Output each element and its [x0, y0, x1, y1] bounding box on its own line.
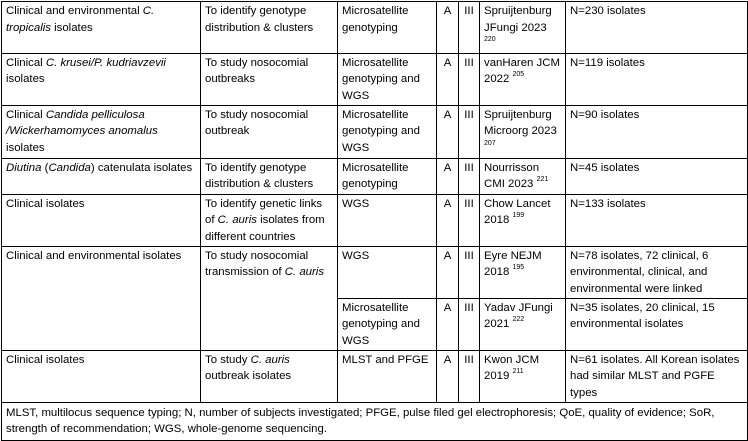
population-cell: Clinical and environmental isolates: [2, 246, 201, 350]
n-cell: N=90 isolates: [566, 105, 748, 158]
qoe-cell: III: [459, 158, 480, 194]
sor-cell: A: [437, 53, 459, 105]
qoe-cell: III: [459, 2, 480, 54]
table-row: [2, 53, 748, 105]
table-row: [2, 246, 748, 298]
table-footnote: MLST, multilocus sequence typing; N, number of subjects investigated; PFGE, pulse filed gel electrophoresis; QoE, quality of evidence; SoR, strength of recommendation; WGS, whole-genome sequencing.: [2, 402, 748, 440]
aim-cell: To study nosocomial transmission of C. auris: [201, 246, 338, 350]
footnote-row: [2, 402, 748, 440]
reference-cell: Eyre NEJM 2018 $^{195}$: [480, 246, 566, 298]
citation-number: 221: [536, 176, 549, 184]
table-row: [2, 2, 748, 54]
citation-number: 222: [512, 316, 525, 324]
n-cell: N=45 isolates: [566, 158, 748, 194]
n-cell: N=119 isolates: [566, 53, 748, 105]
n-cell: N=61 isolates. All Korean isolates had similar MLST and PGFE types: [566, 350, 748, 402]
sor-cell: A: [437, 246, 459, 298]
aim-cell: To identify genotype distribution & clusters: [201, 158, 338, 194]
sor-cell: A: [437, 158, 459, 194]
aim-cell: To study C. auris outbreak isolates: [201, 350, 338, 402]
population-cell: Clinical isolates: [2, 194, 201, 246]
citation-number: 207: [484, 139, 496, 147]
method-cell: Microsatellite genotyping and WGS: [338, 298, 437, 350]
aim-cell: To identify genotype distribution & clusters: [201, 2, 338, 54]
sor-cell: A: [437, 105, 459, 158]
population-cell: Clinical C. krusei/P. kudriavzevii isolates: [2, 53, 201, 105]
qoe-cell: III: [459, 105, 480, 158]
n-cell: N=78 isolates, 72 clinical, 6 environmental, clinical, and environmental were linked: [566, 246, 748, 298]
table-row: [2, 350, 748, 402]
table-row: [2, 105, 748, 158]
sor-cell: A: [437, 2, 459, 54]
method-cell: Microsatellite genotyping and WGS: [338, 105, 437, 158]
citation-number: 220: [484, 36, 496, 44]
citation-number: 199: [512, 212, 525, 220]
table-row: [2, 194, 748, 246]
reference-cell: Kwon JCM 2019 $^{211}$: [480, 350, 566, 402]
population-cell: Clinical and environmental C. tropicalis isolates: [2, 2, 201, 54]
n-cell: N=35 isolates, 20 clinical, 15 environmental isolates: [566, 298, 748, 350]
sor-cell: A: [437, 298, 459, 350]
method-cell: Microsatellite genotyping: [338, 158, 437, 194]
reference-cell: Chow Lancet 2018 $^{199}$: [480, 194, 566, 246]
qoe-cell: III: [459, 246, 480, 298]
qoe-cell: III: [459, 298, 480, 350]
aim-cell: To identify genetic links of C. auris isolates from different countries: [201, 194, 338, 246]
aim-cell: To study nosocomial outbreak: [201, 105, 338, 158]
method-cell: Microsatellite genotyping: [338, 2, 437, 54]
qoe-cell: III: [459, 194, 480, 246]
citation-number: 205: [512, 71, 525, 79]
sor-cell: A: [437, 350, 459, 402]
reference-cell: Nourrisson CMI 2023 $^{221}$: [480, 158, 566, 194]
method-cell: WGS: [338, 194, 437, 246]
evidence-table: [1, 1, 748, 441]
method-cell: Microsatellite genotyping and WGS: [338, 53, 437, 105]
population-cell: Clinical Candida pelliculosa /Wickerhamomyces anomalus isolates: [2, 105, 201, 158]
table-row: [2, 158, 748, 194]
n-cell: N=230 isolates: [566, 2, 748, 54]
qoe-cell: III: [459, 53, 480, 105]
n-cell: N=133 isolates: [566, 194, 748, 246]
reference-cell: Yadav JFungi 2021 $^{222}$: [480, 298, 566, 350]
reference-cell: Spruijtenburg Microorg 2023 $^{207}$: [480, 105, 566, 158]
sor-cell: A: [437, 194, 459, 246]
reference-cell: Spruijtenburg JFungi 2023 $^{220}$: [480, 2, 566, 54]
population-cell: Diutina (Candida) catenulata isolates: [2, 158, 201, 194]
qoe-cell: III: [459, 350, 480, 402]
method-cell: MLST and PFGE: [338, 350, 437, 402]
citation-number: 211: [512, 368, 524, 376]
aim-cell: To study nosocomial outbreaks: [201, 53, 338, 105]
method-cell: WGS: [338, 246, 437, 298]
citation-number: 195: [512, 264, 525, 272]
population-cell: Clinical isolates: [2, 350, 201, 402]
reference-cell: vanHaren JCM 2022 $^{205}$: [480, 53, 566, 105]
